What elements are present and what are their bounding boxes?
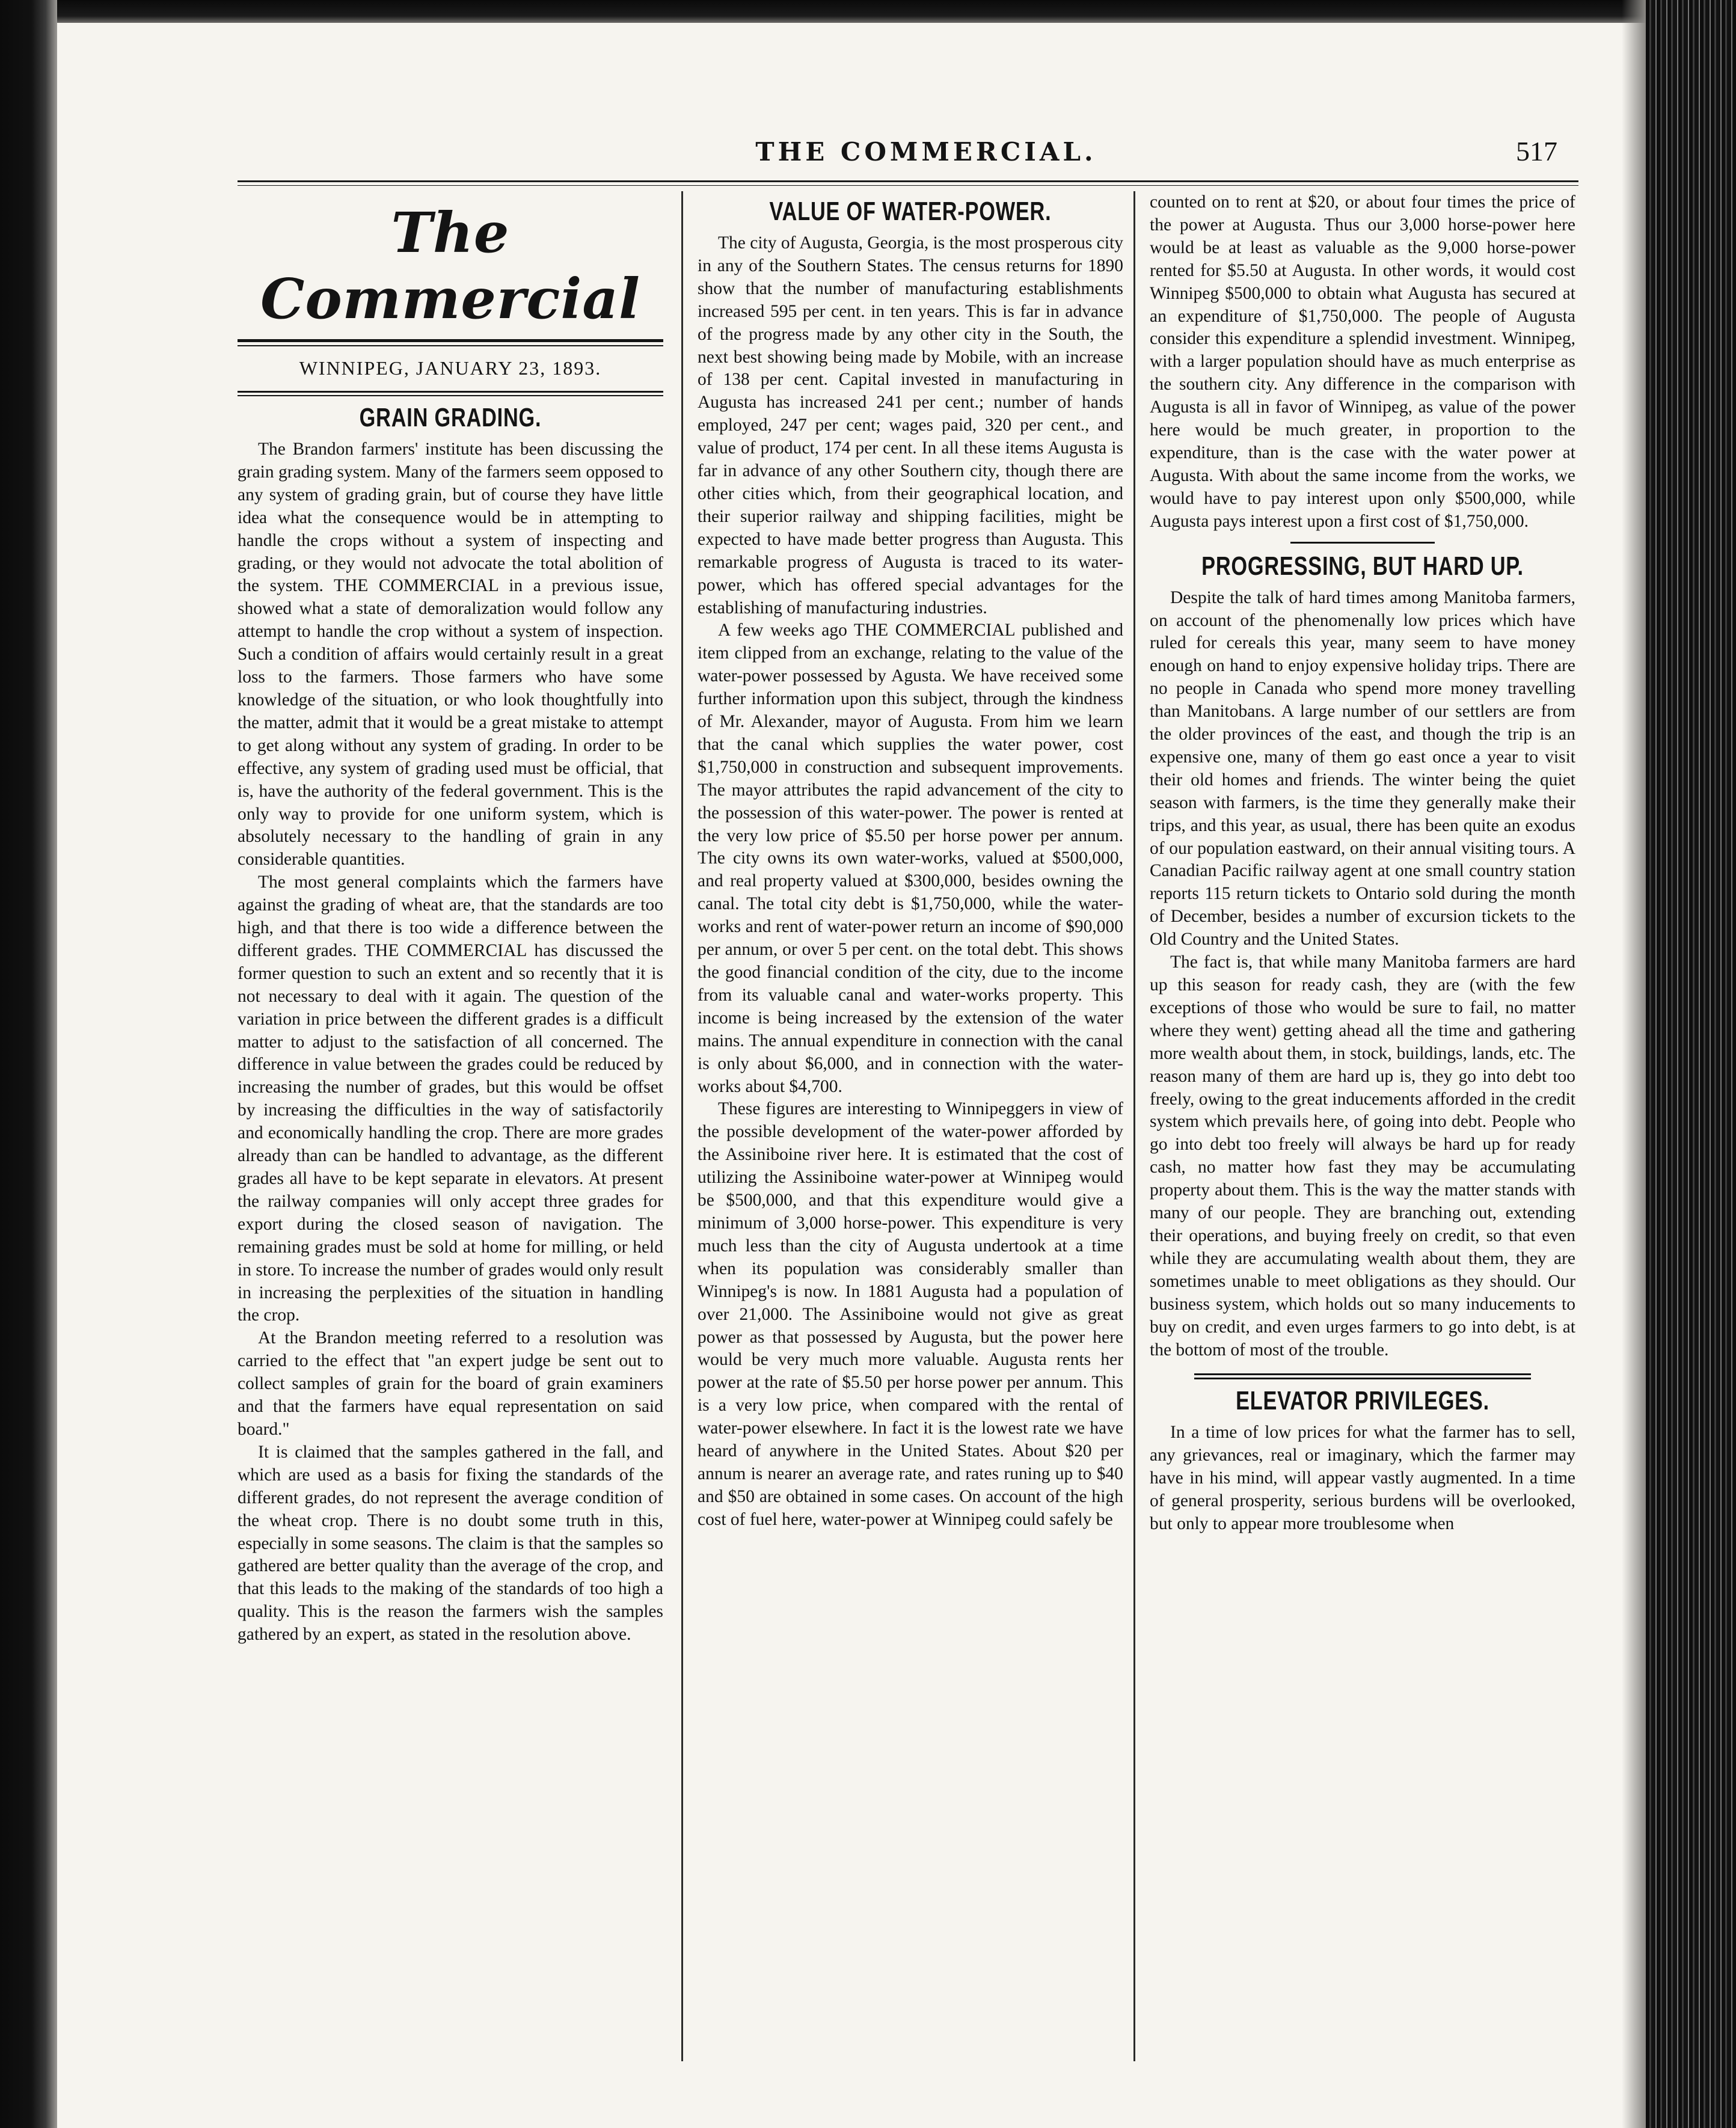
article-paragraph: A few weeks ago THE COMMERCIAL published and item clipped from an exchange, relating to the value of the water-power possessed by Agusta. We have received some further information upon this subject, through the kindness of Mr. Alexander, mayor of Augusta. From him we learn that the canal which supplies the water power, cost $1,750,000 in construction and subsequent improvements. The mayor attributes the rapid advancement of the city to the possession of this water-power. The power is rented at the very low price of $5.50 per horse power per annum. The city owns its own water-works, valued at $500,000, and real property valued at $300,000, besides owning the canal. The total city debt is $1,750,000, while the water-works and rent of water-power return an income of $90,000 per annum, or over 5 per cent. on the total debt. This shows the good financial condition of the city, due to the income from its valuable canal and water-works property. This income is being increased by the extension of the water mains. The annual expenditure in connection with the canal is only about $6,000, and in connection with the water-works about $4,700. [698,621,1123,1096]
article-paragraph: It is claimed that the samples gathered in the fall, and which are used as a basis for fixing the standards of the different grades, do not represent the average condition of the wheat crop. There is no doubt some truth in this, especially in some seasons. The claim is that the samples so gathered are better quality than the average of the crop, and that this leads to the making of the standards of too high a quality. This is the reason the farmers wish the samples gathered by an expert, as stated in the resolution above. [238,1442,663,1645]
masthead-title: The Commercial [260,200,640,331]
masthead-rule-thin [238,345,663,346]
article-paragraph: The Brandon farmers' institute has been discussing the grain grading system. Many of the farmers seem opposed to any system of grading grain, but of course they have little idea what the consequence would be in attempting to handle the crops without a system of inspecting and grading, or they would not advocate the total abolition of the system. THE COMMERCIAL in a previous issue, showed what a state of demoralization would follow any attempt to handle the crop without a system of inspection. Such a condition of affairs would certainly result in a great loss to the farmers. Those farmers who have some knowledge of the situation, or who look thoughtfully into the matter, admit that it would be a great mistake to attempt to get along without any system of grading. In order to be effective, any system of grading used must be official, that is, have the authority of the federal government. This is the only way to provide for one uniform system, which is absolutely necessary to the handling of grain in any considerable quantities. [238,440,663,869]
column-1 [238,191,663,1646]
header-rule-thin [238,185,1578,186]
column-divider [1133,191,1135,2061]
article-paragraph: Despite the talk of hard times among Manitoba farmers, on account of the phenomenally low prices which have ruled for cereals this year, many seem to have money enough on hand to enjoy expensive holiday trips. There are no people in Canada who spend more money travelling than Manitobans. A large number of our settlers are from the older provinces of the east, and though the trip is an expensive one, many of them go east once a year to visit their old homes and friends. The winter being the quiet season with farmers, is the time they generally make their trips, and this year, as usual, there has been quite an exodus of our population eastward, on their annual visiting tours. A Canadian Pacific railway agent at one small country station reports 115 return tickets to Ontario sold during the month of December, besides a number of excursion tickets to the Old Country and the United States. [1150,587,1575,949]
article-paragraph: These figures are interesting to Winnipeggers in view of the possible development of the water-power afforded by the Assiniboine river here. It is estimated that the cost of utilizing the Assiniboine water-power at Winnipeg would be $500,000, and that this expenditure would give a minimum of 3,000 horse-power. This expenditure is very much less than the city of Augusta undertook at a time when its population was considerably smaller than Winnipeg's is now. In 1881 Augusta had a population of over 21,000. The Assiniboine would not give as great power as that possessed by Augusta, but the power here would be very much more valuable. Augusta rents her power at the rate of $5.50 per horse power per annum. This is a very low price, when compared with the rental of water-power elsewhere. In fact it is the lowest rate we have heard of anywhere in the United States. About $20 per annum is nearer an average rate, and rates runing up to $40 and $50 are obtained in some cases. On account of the high cost of fuel here, water-power at Winnipeg could safely be [698,1099,1123,1529]
article-paragraph: The fact is, that while many Manitoba farmers are hard up this season for ready cash, they are (with the few exceptions of those who would be sure to fail, no matter where they went) getting ahead all the time and gathering more wealth about them, in stock, buildings, lands, etc. The reason many of them are hard up is, they go into debt too freely, owing to the great inducements afforded in the credit system which prevails here, of going into debt. People who go into debt too freely will always be hard up for ready cash, no matter how fast they may be accumulating property about them. This is the way the matter stands with many of our people. They are branching out, extending their operations, and buying freely on credit, so that even while they are accumulating wealth about them, they are sometimes unable to meet obligations as they should. Our business system, which holds out so many inducements to buy on credit, and even urges farmers to go into debt, is at the bottom of most of the trouble. [1150,952,1575,1360]
header-rule [238,180,1578,182]
column-divider [681,191,683,2061]
scan-binding-edge [0,0,57,2128]
headline-progressing: PROGRESSING, BUT HARD UP. [1201,551,1524,581]
page-number: 517 [1516,136,1557,167]
headline-grain-grading: GRAIN GRADING. [359,403,542,432]
article-paragraph: At the Brandon meeting referred to a resolution was carried to the effect that "an expert judge be sent out to collect samples of grain for the board of grain examiners and that the farmers have equal representation on said board." [238,1328,663,1439]
article-paragraph: The city of Augusta, Georgia, is the most prosperous city in any of the Southern States. The census returns for 1890 show that the number of manufacturing establishments increased 595 per cent. in ten years. This is far in advance of the progress made by any other city in the South, the next best showing being made by Mobile, with an increase of 138 per cent. Capital invested in manufacturing in Augusta has increased 241 per cent.; number of hands employed, 247 per cent; wages paid, 320 per cent., and value of product, 174 per cent. In all these items Augusta is far in advance of any other Southern city, though there are other cities which, from their geographical location, and their superior railway and shipping facilities, might be expected to have made better progress than Augusta. This remarkable progress of Augusta is traced to its water-power, which has offered special advantages for the establishing of manufacturing industries. [698,233,1123,618]
article-separator-rule [1194,1373,1531,1379]
scan-top-edge [0,0,1736,23]
scan-page-shadow [1622,0,1646,2128]
headline-elevator: ELEVATOR PRIVILEGES. [1236,1386,1489,1416]
article-continuation: counted on to rent at $20, or about four times the price of the power at Augusta. Thus our 3,000 horse-power here would be at least as valuable as the 9,000 horse-power rented for $5.50 at Augusta. In other words, it would cost Winnipeg $500,000 to obtain what Augusta has secured at an expenditure of $1,750,000. The people of Augusta consider this expenditure a splendid investment. Winnipeg, with a larger population should have as much enterprise as the southern city. Any difference in the comparison with Augusta is all in favor of Winnipeg, as value of the power here would be much greater, in proportion to the expenditure, than is the case with the water power at Augusta. With about the same income from the works, we would have to pay interest upon only $500,000, while Augusta pays interest upon a first cost of $1,750,000. [1150,192,1575,531]
article-separator-rule [1290,542,1435,544]
masthead-rule [238,339,663,342]
column-3 [1150,191,1575,1536]
dateline-rule [238,391,663,396]
column-2 [698,191,1123,1532]
article-paragraph: The most general complaints which the farmers have against the grading of wheat are, that the standards are too high, and that there is too wide a difference between the different grades. THE COMMERCIAL has discussed the former question to such an extent and so recently that it is not necessary to deal with it again. The question of the variation in price between the different grades is a difficult matter to adjust to the satisfaction of all concerned. The difference in value between the grades could be reduced by increasing the number of grades, but this would be offset by increasing the difficulties in the way of satisfactorily and economically handling the crop. There are more grades already than can be handled to advantage, as the different grades all have to be kept separate in elevators. At present the railway companies will only accept three grades for export during the closed season of navigation. The remaining grades must be sold at home for milling, or held in store. To increase the number of grades would only result in increasing the perplexities of the situation in handling the crop. [238,872,663,1325]
headline-water-power: VALUE OF WATER-POWER. [769,197,1052,226]
dateline: WINNIPEG, JANUARY 23, 1893. [299,357,602,379]
running-head: THE COMMERCIAL. [755,137,1097,167]
scan-page-stack-edge [1646,0,1736,2128]
article-paragraph: In a time of low prices for what the farmer has to sell, any grievances, real or imaginary, which the farmer may have in his mind, will appear vastly augmented. In a time of general prosperity, serious burdens will be overlooked, but only to appear more troublesome when [1150,1423,1575,1534]
